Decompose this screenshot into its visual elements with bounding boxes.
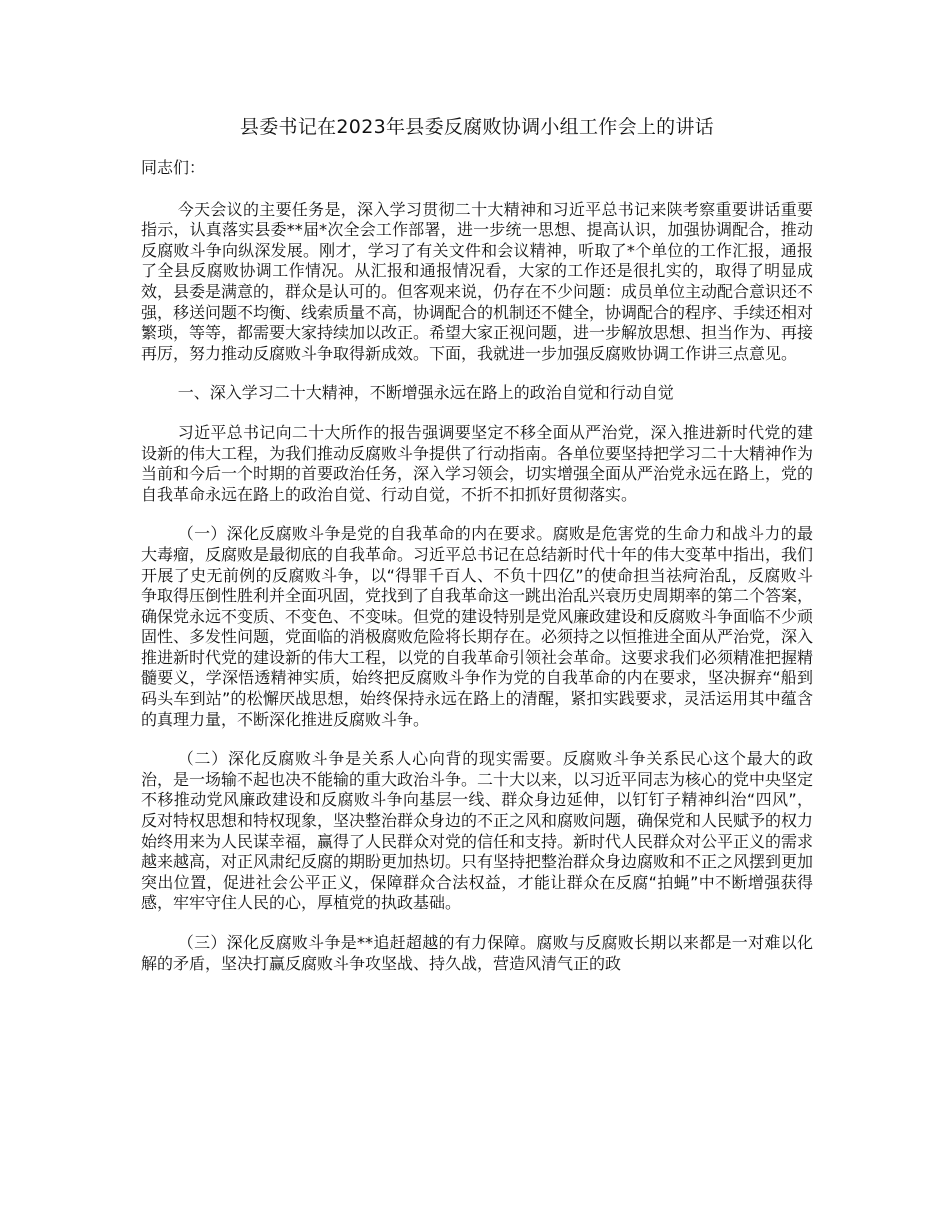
section-heading-1: 一、深入学习二十大精神，不断增强永远在路上的政治自觉和行动自觉 [177, 383, 674, 403]
paragraph-section-1-intro: 习近平总书记向二十大所作的报告强调要坚定不移全面从严治党，深入推进新时代党的建设新的伟大工程，为我们推动反腐败斗争提供了行动指南。各单位要坚持把学习二十大精神作为当前和今后一个时期的首要政治任务，深入学习领会，切实增强全面从严治党永远在路上，党的自我革命永远在路上的政治自觉、行动自觉，不折不扣抓好贯彻落实。 [141, 422, 814, 504]
paragraph-point-2: （二）深化反腐败斗争是关系人心向背的现实需要。反腐败斗争关系民心这个最大的政治，是一场输不起也决不能输的重大政治斗争。二十大以来，以习近平同志为核心的党中央坚定不移推动党风廉政建设和反腐败斗争向基层一线、群众身边延伸，以钉钉子精神纠治“四风”，反对特权思想和特权现象，坚决整治群众身边的不正之风和腐败问题，确保党和人民赋予的权力始终用来为人民谋幸福，赢得了人民群众对党的信任和支持。新时代人民群众对公平正义的需求越来越高，对正风肃纪反腐的期盼更加热切。只有坚持把整治群众身边腐败和不正之风摆到更加突出位置，促进社会公平正义，保障群众合法权益，才能让群众在反腐“拍蝇”中不断增强获得感，牢牢守住人民的心，厚植党的执政基础。 [141, 749, 814, 913]
paragraph-point-1: （一）深化反腐败斗争是党的自我革命的内在要求。腐败是危害党的生命力和战斗力的最大毒瘤，反腐败是最彻底的自我革命。习近平总书记在总结新时代十年的伟大变革中指出，我们开展了史无前例的反腐败斗争，以“得罪千百人、不负十四亿”的使命担当祛疴治乱，反腐败斗争取得压倒性胜利并全面巩固，党找到了自我革命这一跳出治乱兴衰历史周期率的第二个答案，确保党永远不变质、不变色、不变味。但党的建设特别是党风廉政建设和反腐败斗争面临不少顽固性、多发性问题，党面临的消极腐败危险将长期存在。必须持之以恒推进全面从严治党，深入推进新时代党的建设新的伟大工程，以党的自我革命引领社会革命。这要求我们必须精准把握精髓要义，学深悟透精神实质，始终把反腐败斗争作为党的自我革命的内在要求，坚决摒弃“船到码头车到站”的松懈厌战思想，始终保持永远在路上的清醒，紧扣实践要求，灵活运用其中蕴含的真理力量，不断深化推进反腐败斗争。 [141, 524, 814, 729]
salutation: 同志们： [141, 158, 206, 177]
document-title: 县委书记在2023年县委反腐败协调小组工作会上的讲话 [239, 116, 715, 138]
document-page [141, 113, 813, 993]
paragraph-point-3: （三）深化反腐败斗争是**追赶超越的有力保障。腐败与反腐败长期以来都是一对难以化解的矛盾，坚决打赢反腐败斗争攻坚战、持久战，营造风清气正的政 [141, 933, 813, 973]
paragraph-intro: 今天会议的主要任务是，深入学习贯彻二十大精神和习近平总书记来陕考察重要讲话重要指示，认真落实县委**届*次全会工作部署，进一步统一思想、提高认识，加强协调配合，推动反腐败斗争向纵深发展。刚才，学习了有关文件和会议精神，听取了*个单位的工作汇报，通报了全县反腐败协调工作情况。从汇报和通报情况看，大家的工作还是很扎实的，取得了明显成效，县委是满意的，群众是认可的。但客观来说，仍存在不少问题：成员单位主动配合意识还不强，移送问题不均衡、线索质量不高，协调配合的机制还不健全，协调配合的程序、手续还相对繁琐，等等，都需要大家持续加以改正。希望大家正视问题，进一步解放思想、担当作为、再接再厉，努力推动反腐败斗争取得新成效。下面，我就进一步加强反腐败协调工作讲三点意见。 [141, 199, 814, 363]
